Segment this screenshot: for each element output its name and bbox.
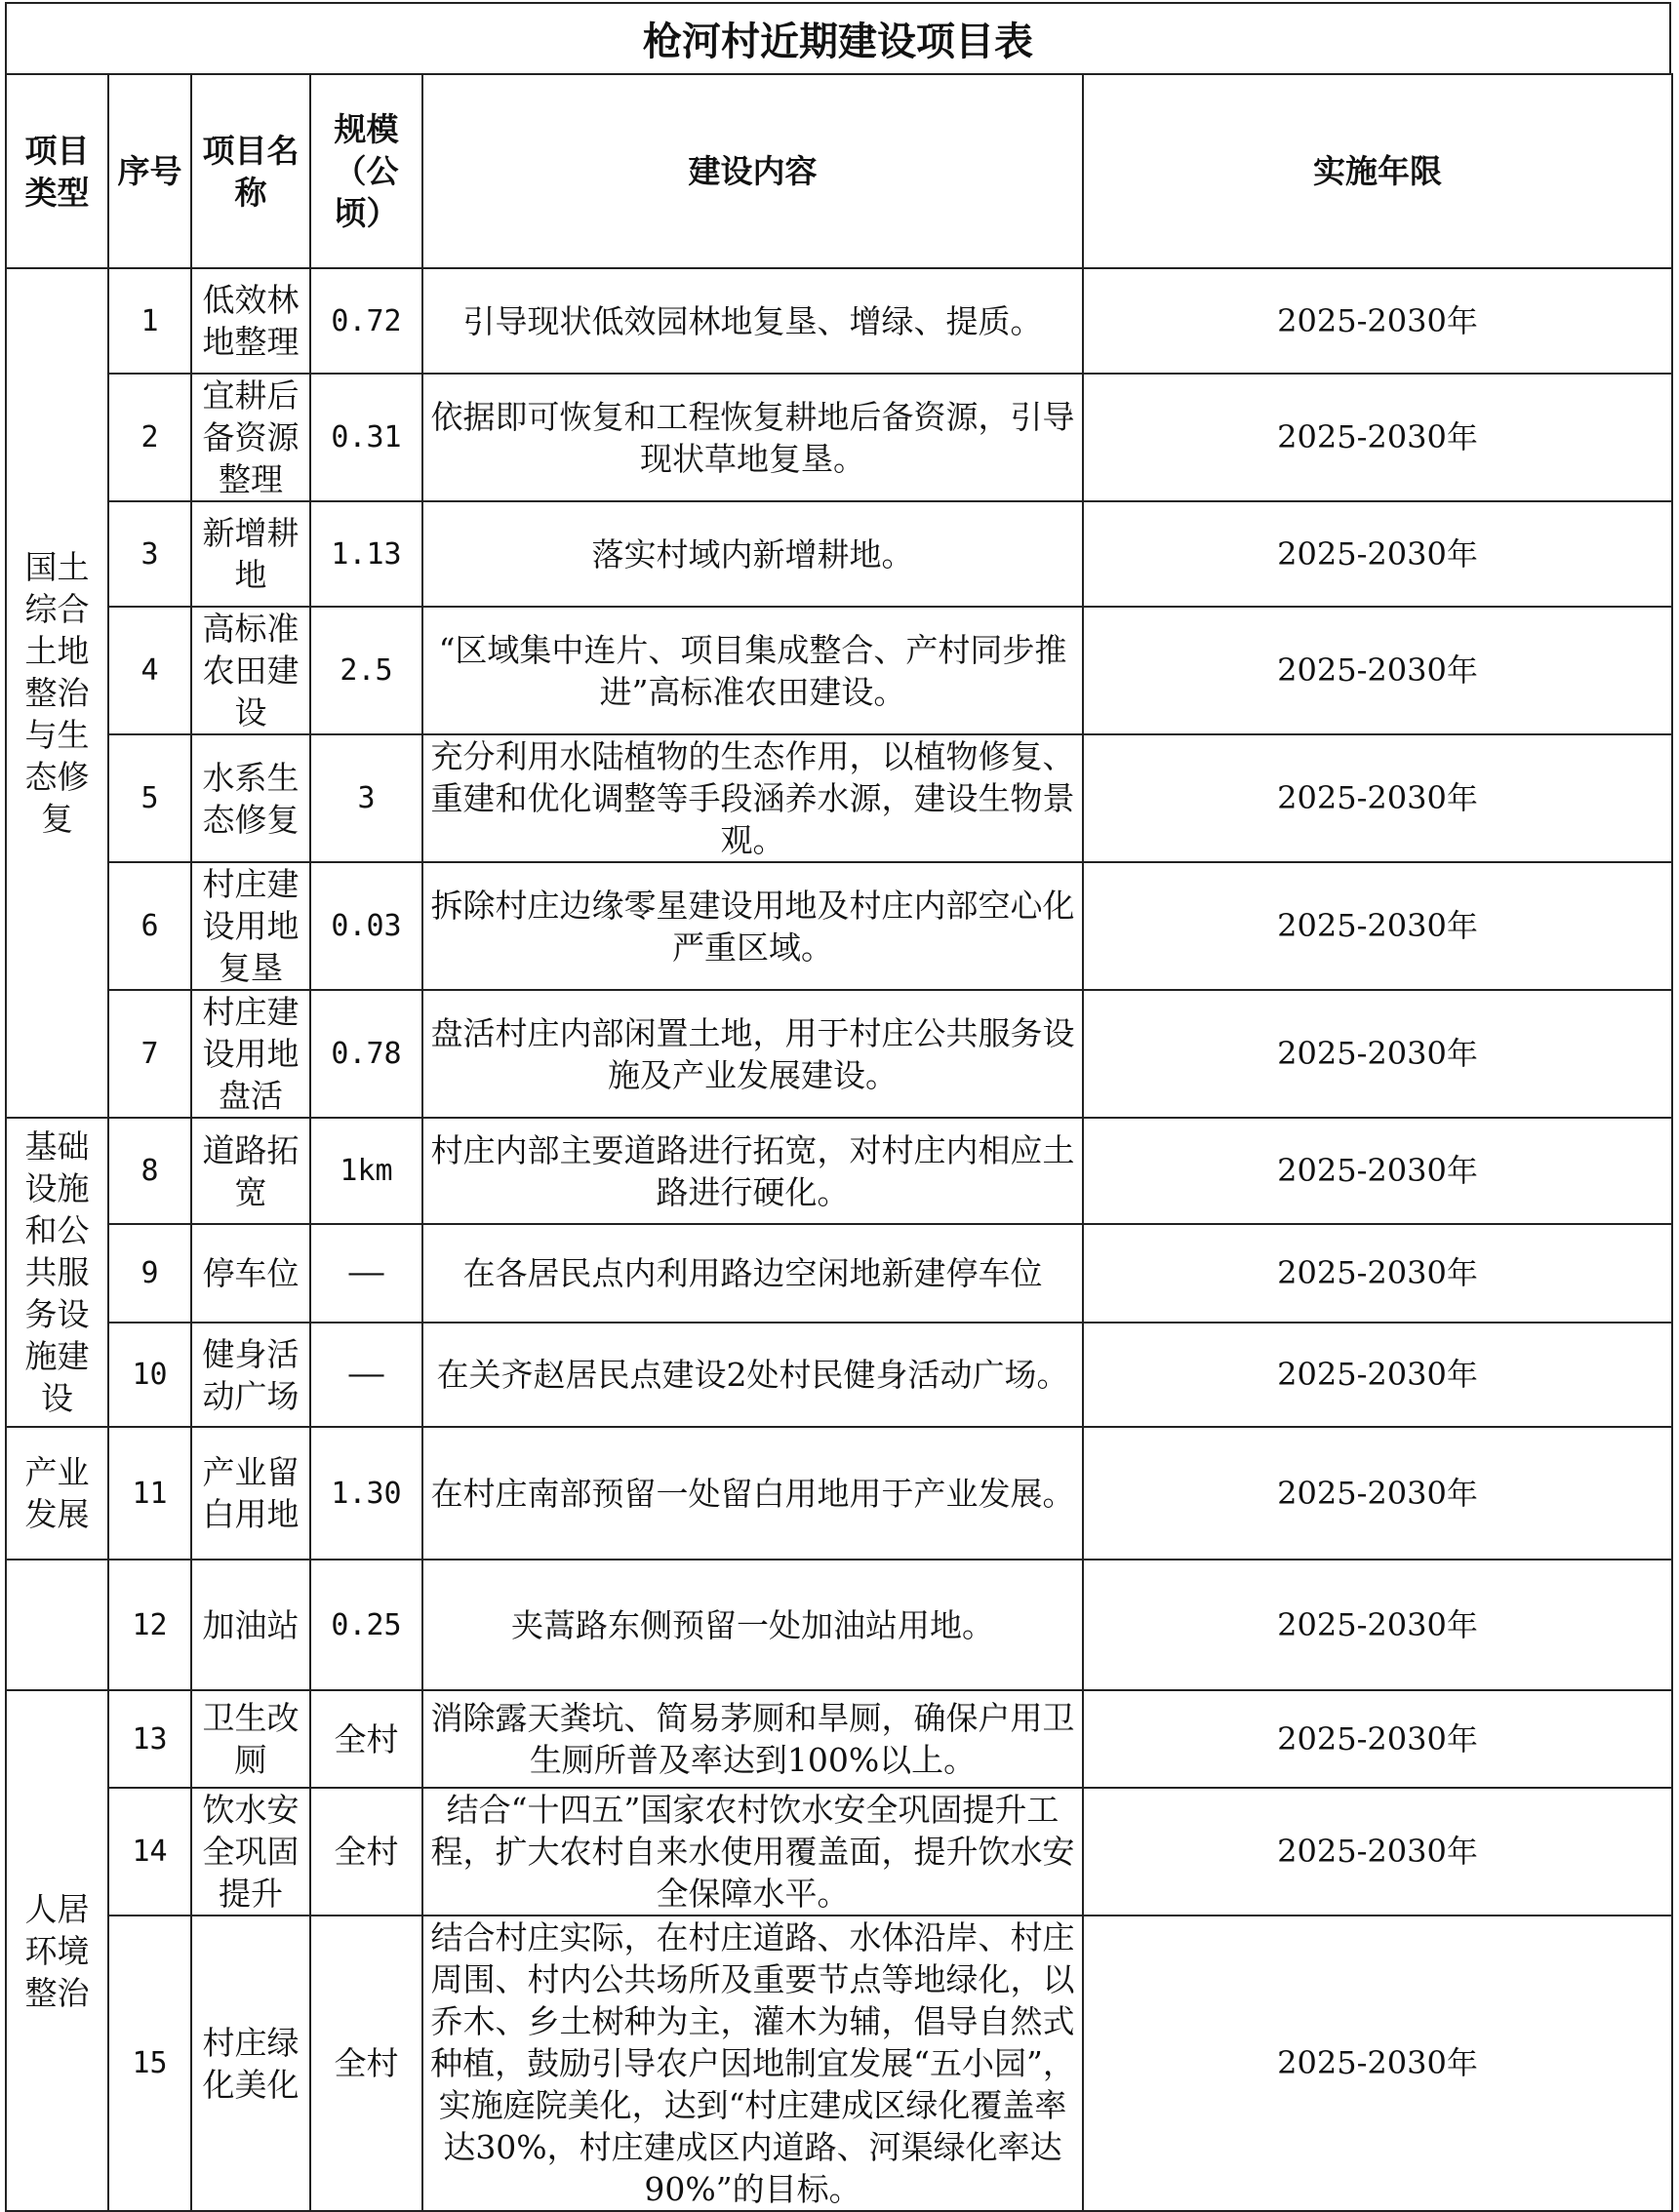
group-cell: 基础设施和公共服务设施建设 bbox=[6, 1118, 108, 1427]
scale-cell: —— bbox=[310, 1323, 422, 1427]
content-cell: 盘活村庄内部闲置土地，用于村庄公共服务设施及产业发展建设。 bbox=[422, 990, 1083, 1118]
content-cell: 结合村庄实际，在村庄道路、水体沿岸、村庄周围、村内公共场所及重要节点等地绿化，以乔木、乡土树种为主，灌木为辅，倡导自然式种植，鼓励引导农户因地制宜发展“五小园”，实施庭院美化，达到“村庄建成区绿化覆盖率达30%，村庄建成区内道路、河渠绿化率达90%”的目标。 bbox=[422, 1916, 1083, 2211]
header-row bbox=[6, 74, 1672, 268]
content-cell: 结合“十四五”国家农村饮水安全巩固提升工程，扩大农村自来水使用覆盖面，提升饮水安全保障水平。 bbox=[422, 1788, 1083, 1916]
years-cell: 2025-2030年 bbox=[1083, 990, 1672, 1118]
years-cell: 2025-2030年 bbox=[1083, 607, 1672, 734]
years-cell: 2025-2030年 bbox=[1083, 268, 1672, 374]
name-cell: 道路拓宽 bbox=[191, 1118, 310, 1224]
seq-cell: 6 bbox=[108, 862, 191, 990]
name-cell: 新增耕地 bbox=[191, 501, 310, 607]
header-type: 项目类型 bbox=[6, 74, 108, 268]
seq-cell: 13 bbox=[108, 1690, 191, 1788]
table-row bbox=[6, 1560, 1672, 1690]
name-cell: 宜耕后备资源整理 bbox=[191, 374, 310, 501]
content-cell: “区域集中连片、项目集成整合、产村同步推进”高标准农田建设。 bbox=[422, 607, 1083, 734]
seq-cell: 14 bbox=[108, 1788, 191, 1916]
name-cell: 加油站 bbox=[191, 1560, 310, 1690]
content-cell: 村庄内部主要道路进行拓宽，对村庄内相应土路进行硬化。 bbox=[422, 1118, 1083, 1224]
project-table bbox=[5, 73, 1673, 2212]
seq-cell: 12 bbox=[108, 1560, 191, 1690]
name-cell: 村庄绿化美化 bbox=[191, 1916, 310, 2211]
seq-cell: 10 bbox=[108, 1323, 191, 1427]
scale-cell: 2.5 bbox=[310, 607, 422, 734]
table-row bbox=[6, 1224, 1672, 1323]
content-cell: 在关齐赵居民点建设2处村民健身活动广场。 bbox=[422, 1323, 1083, 1427]
scale-cell: 1km bbox=[310, 1118, 422, 1224]
content-cell: 在村庄南部预留一处留白用地用于产业发展。 bbox=[422, 1427, 1083, 1560]
name-cell: 水系生态修复 bbox=[191, 734, 310, 862]
table-row bbox=[6, 374, 1672, 501]
seq-cell: 3 bbox=[108, 501, 191, 607]
years-cell: 2025-2030年 bbox=[1083, 374, 1672, 501]
scale-cell: 1.13 bbox=[310, 501, 422, 607]
years-cell: 2025-2030年 bbox=[1083, 862, 1672, 990]
table-row bbox=[6, 1323, 1672, 1427]
scale-cell: 3 bbox=[310, 734, 422, 862]
seq-cell: 7 bbox=[108, 990, 191, 1118]
name-cell: 卫生改厕 bbox=[191, 1690, 310, 1788]
seq-cell: 4 bbox=[108, 607, 191, 734]
years-cell: 2025-2030年 bbox=[1083, 734, 1672, 862]
table-row bbox=[6, 607, 1672, 734]
seq-cell: 8 bbox=[108, 1118, 191, 1224]
group-cell: 产业发展 bbox=[6, 1427, 108, 1560]
header-name: 项目名称 bbox=[191, 74, 310, 268]
scale-cell: 0.78 bbox=[310, 990, 422, 1118]
table-row bbox=[6, 501, 1672, 607]
name-cell: 低效林地整理 bbox=[191, 268, 310, 374]
content-cell: 夹蒿路东侧预留一处加油站用地。 bbox=[422, 1560, 1083, 1690]
name-cell: 饮水安全巩固提升 bbox=[191, 1788, 310, 1916]
seq-cell: 1 bbox=[108, 268, 191, 374]
table-row bbox=[6, 1916, 1672, 2211]
content-cell: 在各居民点内利用路边空闲地新建停车位 bbox=[422, 1224, 1083, 1323]
group-cell bbox=[6, 1560, 108, 1690]
table-row bbox=[6, 1788, 1672, 1916]
header-scale: 规模（公顷） bbox=[310, 74, 422, 268]
name-cell: 健身活动广场 bbox=[191, 1323, 310, 1427]
seq-cell: 2 bbox=[108, 374, 191, 501]
seq-cell: 9 bbox=[108, 1224, 191, 1323]
years-cell: 2025-2030年 bbox=[1083, 1916, 1672, 2211]
scale-cell: 0.72 bbox=[310, 268, 422, 374]
scale-cell: 0.25 bbox=[310, 1560, 422, 1690]
scale-cell: —— bbox=[310, 1224, 422, 1323]
years-cell: 2025-2030年 bbox=[1083, 1788, 1672, 1916]
name-cell: 村庄建设用地盘活 bbox=[191, 990, 310, 1118]
years-cell: 2025-2030年 bbox=[1083, 1224, 1672, 1323]
content-cell: 拆除村庄边缘零星建设用地及村庄内部空心化严重区域。 bbox=[422, 862, 1083, 990]
name-cell: 村庄建设用地复垦 bbox=[191, 862, 310, 990]
seq-cell: 5 bbox=[108, 734, 191, 862]
table-row bbox=[6, 1690, 1672, 1788]
table-row bbox=[6, 990, 1672, 1118]
scale-cell: 0.03 bbox=[310, 862, 422, 990]
content-cell: 依据即可恢复和工程恢复耕地后备资源，引导现状草地复垦。 bbox=[422, 374, 1083, 501]
table-row bbox=[6, 734, 1672, 862]
table-row bbox=[6, 268, 1672, 374]
years-cell: 2025-2030年 bbox=[1083, 1427, 1672, 1560]
name-cell: 高标准农田建设 bbox=[191, 607, 310, 734]
header-seq: 序号 bbox=[108, 74, 191, 268]
table-row bbox=[6, 862, 1672, 990]
scale-cell: 全村 bbox=[310, 1690, 422, 1788]
header-years: 实施年限 bbox=[1083, 74, 1672, 268]
scale-cell: 0.31 bbox=[310, 374, 422, 501]
name-cell: 产业留白用地 bbox=[191, 1427, 310, 1560]
scale-cell: 全村 bbox=[310, 1788, 422, 1916]
content-cell: 充分利用水陆植物的生态作用，以植物修复、重建和优化调整等手段涵养水源，建设生物景观。 bbox=[422, 734, 1083, 862]
years-cell: 2025-2030年 bbox=[1083, 501, 1672, 607]
header-content: 建设内容 bbox=[422, 74, 1083, 268]
scale-cell: 1.30 bbox=[310, 1427, 422, 1560]
years-cell: 2025-2030年 bbox=[1083, 1323, 1672, 1427]
content-cell: 落实村域内新增耕地。 bbox=[422, 501, 1083, 607]
content-cell: 引导现状低效园林地复垦、增绿、提质。 bbox=[422, 268, 1083, 374]
seq-cell: 15 bbox=[108, 1916, 191, 2211]
table-row bbox=[6, 1118, 1672, 1224]
group-cell: 人居环境整治 bbox=[6, 1690, 108, 2211]
name-cell: 停车位 bbox=[191, 1224, 310, 1323]
years-cell: 2025-2030年 bbox=[1083, 1118, 1672, 1224]
years-cell: 2025-2030年 bbox=[1083, 1560, 1672, 1690]
content-cell: 消除露天粪坑、简易茅厕和旱厕，确保户用卫生厕所普及率达到100%以上。 bbox=[422, 1690, 1083, 1788]
years-cell: 2025-2030年 bbox=[1083, 1690, 1672, 1788]
table-title: 枪河村近期建设项目表 bbox=[5, 2, 1671, 73]
table-row bbox=[6, 1427, 1672, 1560]
scale-cell: 全村 bbox=[310, 1916, 422, 2211]
seq-cell: 11 bbox=[108, 1427, 191, 1560]
group-cell: 国土综合土地整治与生态修复 bbox=[6, 268, 108, 1118]
